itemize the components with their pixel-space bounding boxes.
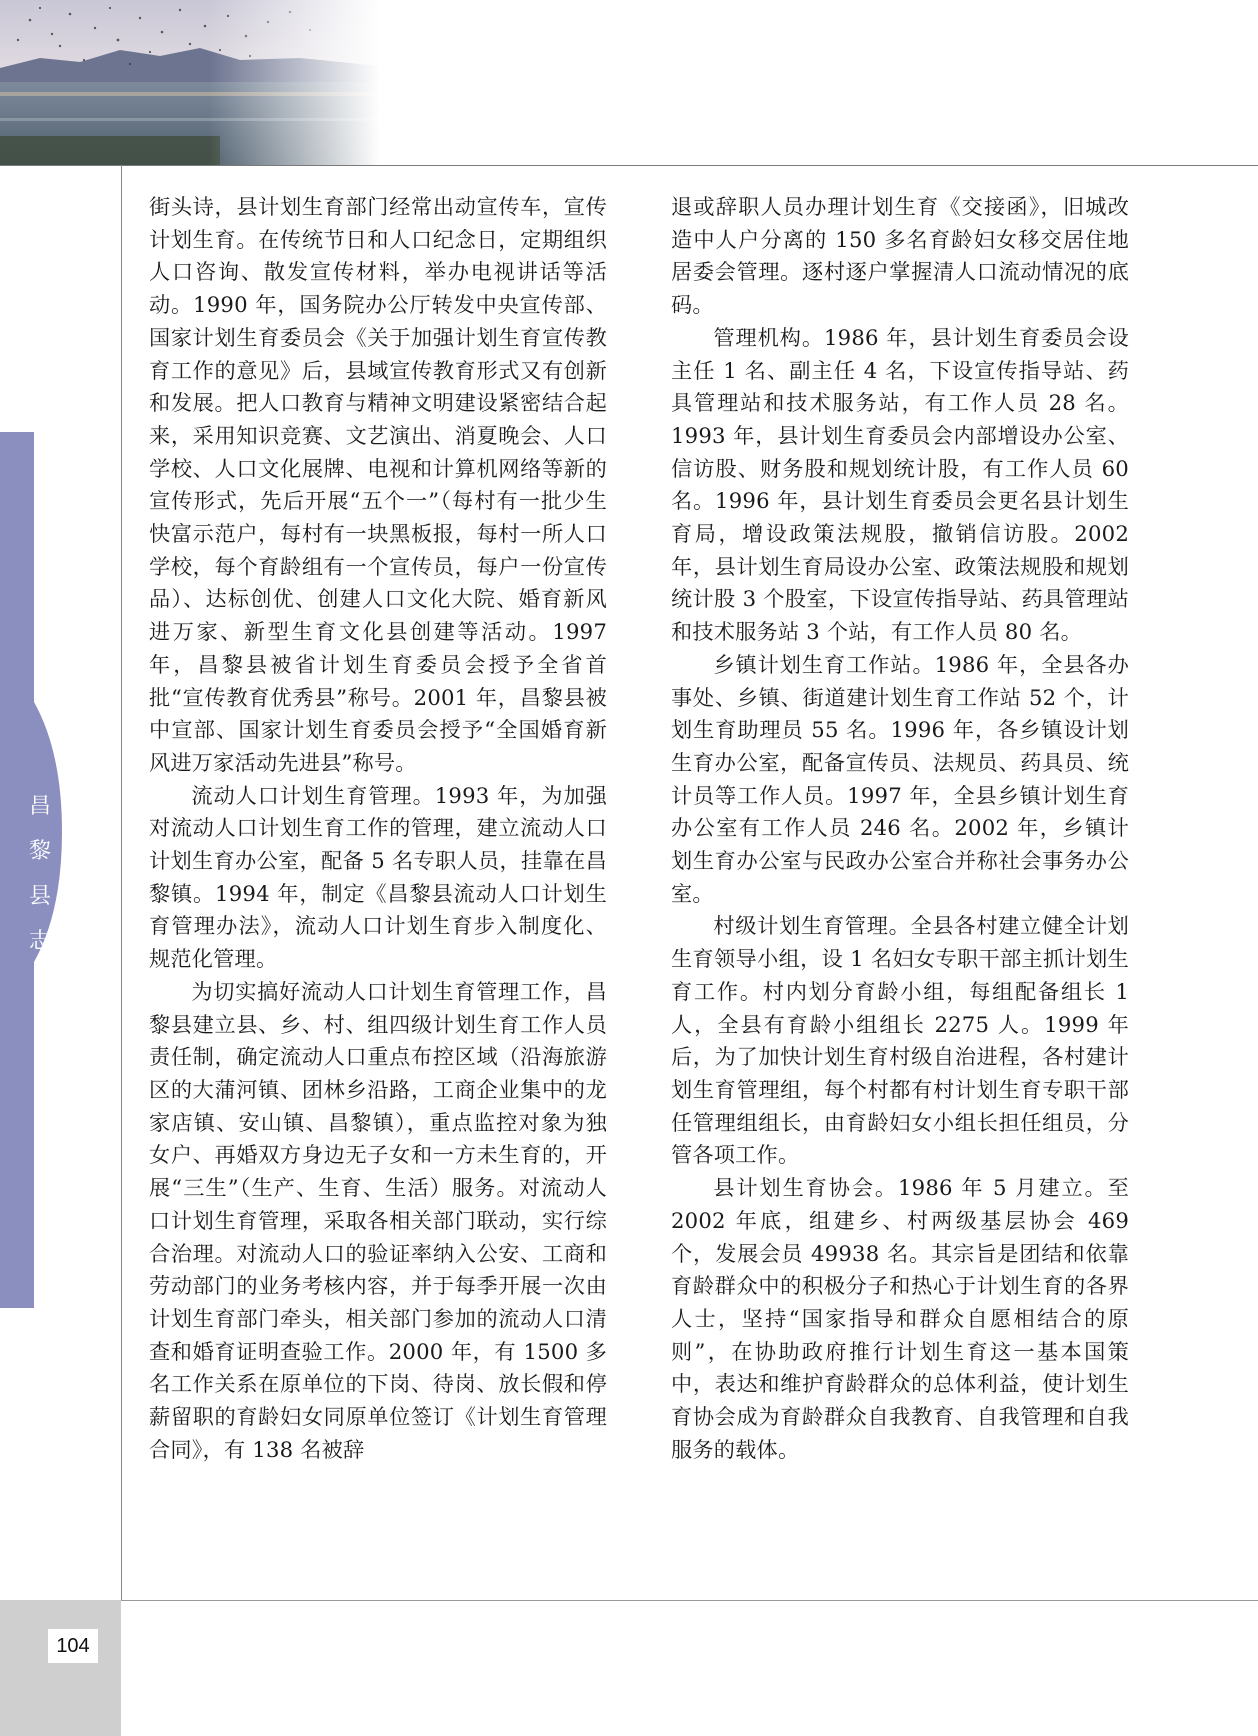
right-text-column	[671, 191, 1129, 1466]
side-book-title	[25, 784, 55, 964]
paragraph: 乡镇计划生育工作站。1986 年，全县各办事处、乡镇、街道建计划生育工作站 52 个，计划生育助理员 55 名。1996 年，各乡镇设计划生育办公室，配备宣传员、法规员、药具员、统计员等工作人员。1997 年，全县乡镇计划生育办公室有工作人员 246 名。2002 年，乡镇计划生育办公室与民政办公室合并称社会事务办公室。	[671, 651, 1129, 906]
book-title-text: 昌黎县志	[28, 794, 51, 954]
margin-rule	[121, 165, 122, 1601]
header-divider	[0, 165, 1258, 166]
paragraph: 为切实搞好流动人口计划生育管理工作，昌黎县建立县、乡、村、组四级计划生育工作人员责任制，确定流动人口重点布控区域（沿海旅游区的大蒲河镇、团林乡沿路，工商企业集中的龙家店镇、安山镇、昌黎镇），重点监控对象为独女户、再婚双方身边无子女和一方未生育的，开展“三生”（生产、生育、生活）服务。对流动人口计划生育管理，采取各相关部门联动，实行综合治理。对流动人口的验证率纳入公安、工商和劳动部门的业务考核内容，并于每季开展一次由计划生育部门牵头，相关部门参加的流动人口清查和婚育证明查验工作。2000 年，有 1500 多名工作关系在原单位的下岗、待岗、放长假和停薪留职的育龄妇女同原单位签订《计划生育管理合同》，有 138 名被辞	[149, 978, 607, 1462]
paragraph: 管理机构。1986 年，县计划生育委员会设主任 1 名、副主任 4 名，下设宣传指导站、药具管理站和技术服务站，有工作人员 28 名。1993 年，县计划生育委员会内部增设办公室、信访股、财务股和规划统计股，有工作人员 60 名。1996 年，县计划生育委员会更名县计划生育局，增设政策法规股，撤销信访股。2002 年，县计划生育局设办公室、政策法规股和规划统计股 3 个股室，下设宣传指导站、药具管理站和技术服务站 3 个站，有工作人员 80 名。	[671, 324, 1129, 645]
paragraph: 街头诗，县计划生育部门经常出动宣传车，宣传计划生育。在传统节日和人口纪念日，定期组织人口咨询、散发宣传材料，举办电视讲话等活动。1990 年，国务院办公厅转发中央宣传部、国家计划生育委员会《关于加强计划生育宣传教育工作的意见》后，县域宣传教育形式又有创新和发展。把人口教育与精神文明建设紧密结合起来，采用知识竞赛、文艺演出、消夏晚会、人口学校、人口文化展牌、电视和计算机网络等新的宣传形式，先后开展“五个一”（每村有一批少生快富示范户，每村有一块黑板报，每村一所人口学校，每个育龄组有一个宣传员，每户一份宣传品）、达标创优、创建人口文化大院、婚育新风进万家、新型生育文化县创建等活动。1997 年，昌黎县被省计划生育委员会授予全省首批“宣传教育优秀县”称号。2001 年，昌黎县被中宣部、国家计划生育委员会授予“全国婚育新风进万家活动先进县”称号。	[149, 194, 607, 775]
paragraph: 县计划生育协会。1986 年 5 月建立。至 2002 年底，组建乡、村两级基层协会 469 个，发展会员 49938 名。其宗旨是团结和依靠育龄群众中的积极分子和热心于计划生育的各界人士，坚持“国家指导和群众自愿相结合的原则”，在协助政府推行计划生育这一基本国策中，表达和维护育龄群众的总体利益，使计划生育协会成为育龄群众自我教育、自我管理和自我服务的载体。	[671, 1175, 1129, 1462]
paragraph: 流动人口计划生育管理。1993 年，为加强对流动人口计划生育工作的管理，建立流动人口计划生育办公室，配备 5 名专职人员，挂靠在昌黎镇。1994 年，制定《昌黎县流动人口计划生育管理办法》，流动人口计划生育步入制度化、规范化管理。	[149, 782, 607, 972]
left-text-column	[149, 191, 607, 1466]
header-landscape-photo	[0, 0, 380, 165]
paragraph: 村级计划生育管理。全县各村建立健全计划生育领导小组，设 1 名妇女专职干部主抓计划生育工作。村内划分育龄小组，每组配备组长 1 人，全县有育龄小组组长 2275 人。1999 年后，为了加快计划生育村级自治进程，各村建计划生育管理组，每个村都有村计划生育专职干部任管理组组长，由育龄妇女小组长担任组员，分管各项工作。	[671, 913, 1129, 1168]
footer-gray-block	[0, 1600, 121, 1736]
paragraph: 退或辞职人员办理计划生育《交接函》，旧城改造中人户分离的 150 多名育龄妇女移交居住地居委会管理。逐村逐户掌握清人口流动情况的底码。	[671, 194, 1129, 318]
footer-divider	[121, 1600, 1258, 1601]
page-number: 104	[48, 1629, 98, 1663]
